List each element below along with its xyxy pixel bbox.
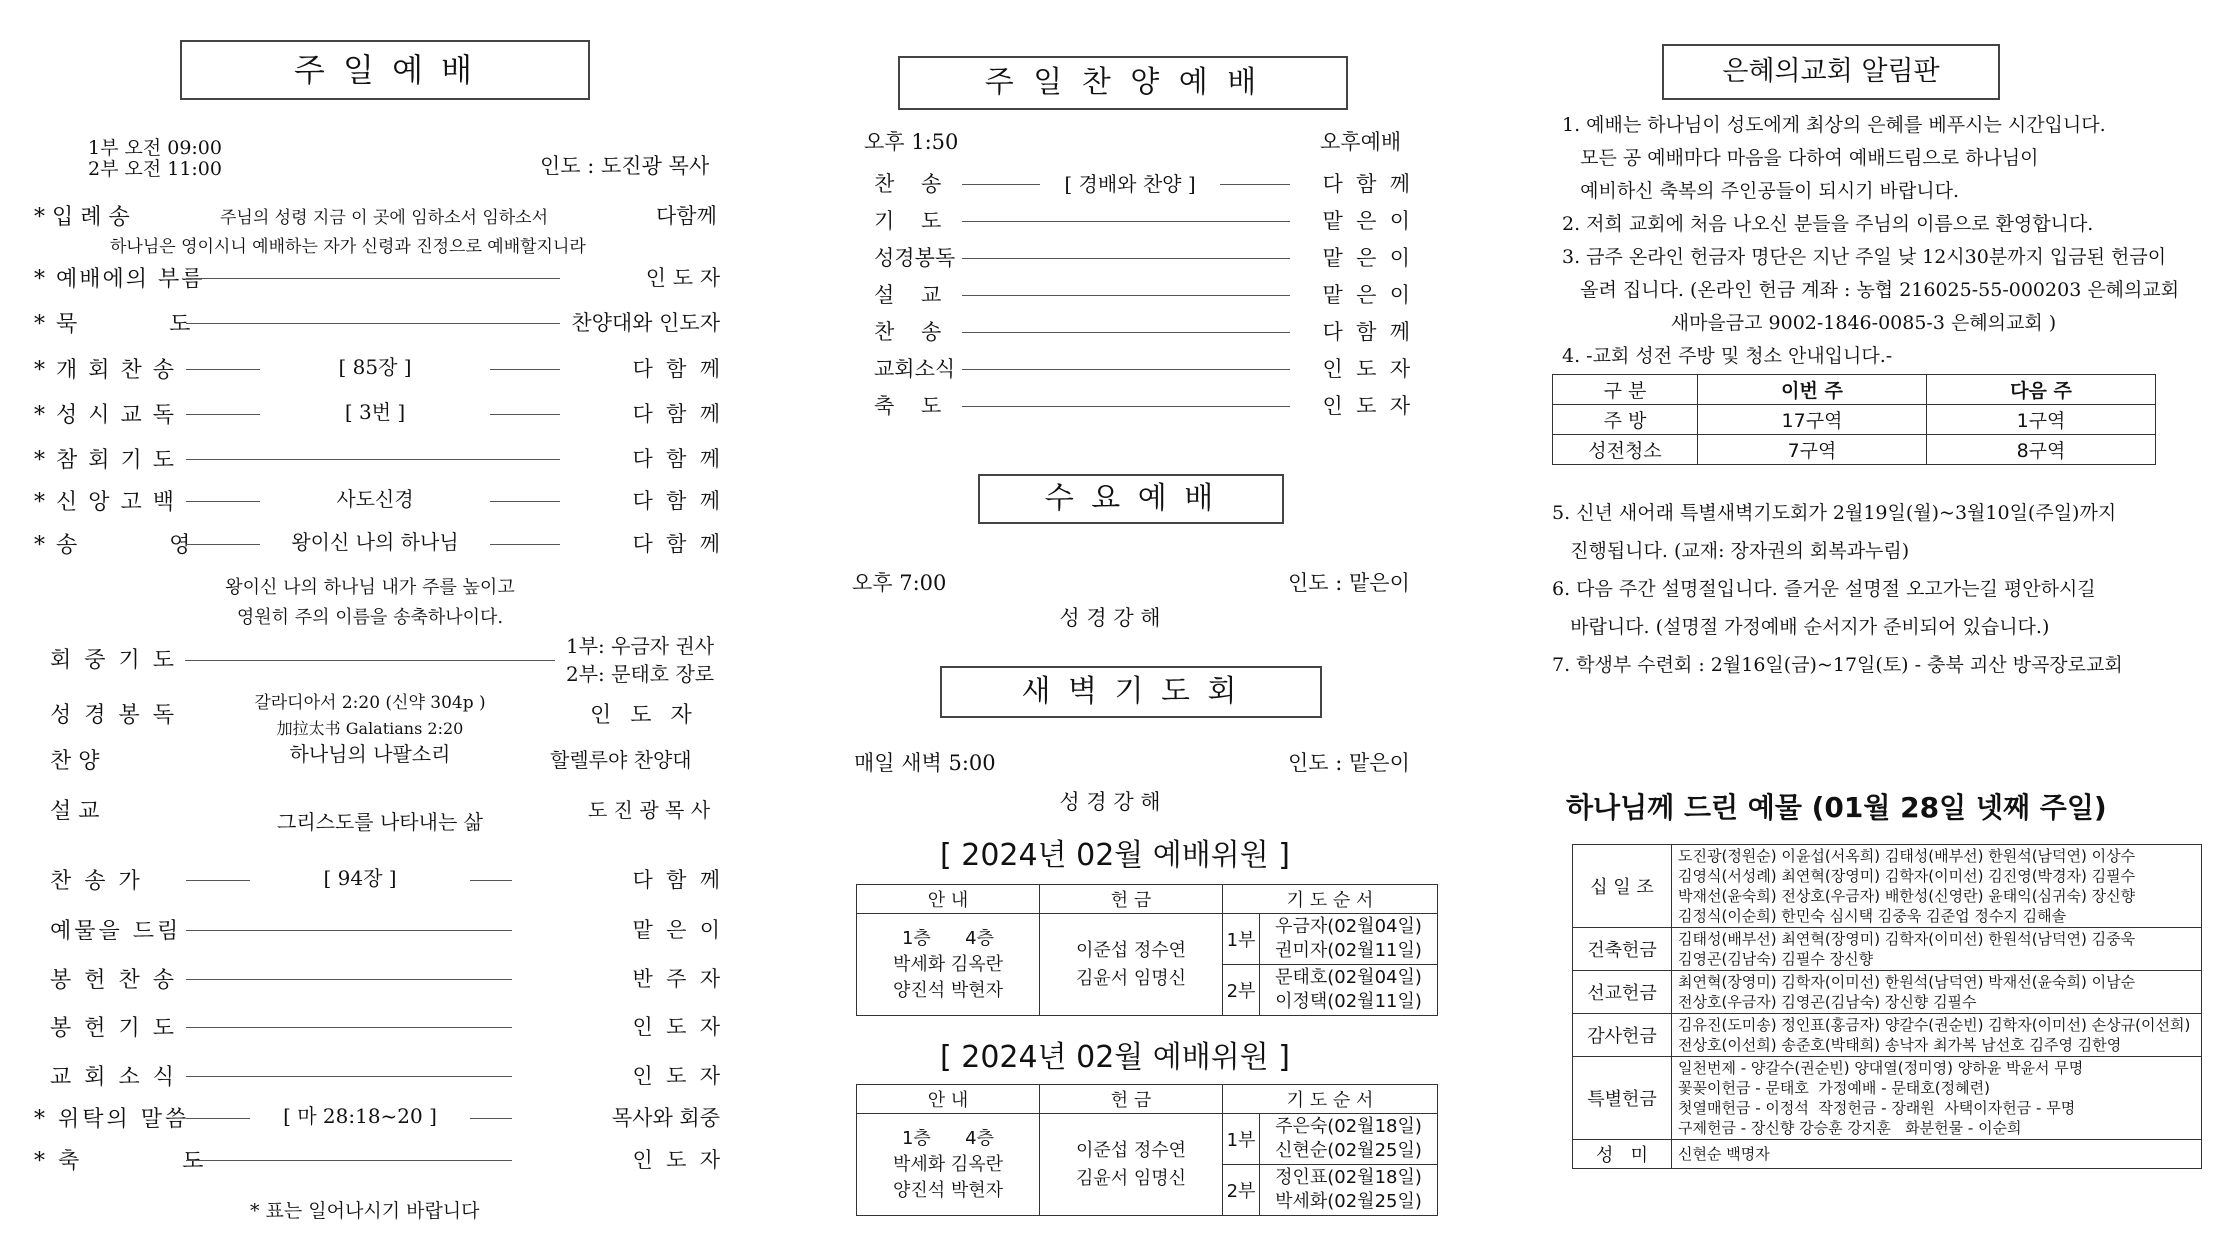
notice-line: 바랍니다. (설명절 가정예배 순서지가 준비되어 있습니다.) xyxy=(1552,616,2050,638)
notice-line: 3. 금주 온라인 헌금자 명단은 지난 주일 낮 12시30분까지 입금된 헌금이 xyxy=(1562,246,2167,268)
cleaning-cell: 17구역 xyxy=(1698,405,1927,435)
hymn-lyrics-2: 영원히 주의 이름을 송축하나이다. xyxy=(236,607,504,628)
praise-label: 축 도 xyxy=(874,394,942,418)
prayer-name: 우금자(02월04일) xyxy=(1275,916,1422,937)
committee-header: 안 내 xyxy=(857,885,1040,914)
offering-category: 특별헌금 xyxy=(1573,1057,1672,1140)
notice-line: 7. 학생부 수련회 : 2월16일(금)~17일(토) - 충북 괴산 방곡장로교회 xyxy=(1552,654,2123,676)
cleaning-cell: 8구역 xyxy=(1927,435,2156,465)
order-responsible: 찬양대와 인도자 xyxy=(560,307,720,337)
cleaning-cell: 성전청소 xyxy=(1553,435,1698,465)
guide-line: 양진석 박현자 xyxy=(892,1179,1004,1201)
notice-line: 올려 집니다. (온라인 헌금 계좌 : 농협 216025-55-000203 은혜의교회 xyxy=(1562,279,2180,301)
committee-guide xyxy=(857,1114,1040,1216)
committee-guide xyxy=(857,914,1040,1016)
praise-responsible: 다 함 께 xyxy=(1290,316,1410,346)
scripture-right: 인 도 자 xyxy=(590,703,698,728)
notice-line: 예비하신 축복의 주인공들이 되시기 바랍니다. xyxy=(1562,180,1960,202)
offering-category: 성 미 xyxy=(1573,1140,1672,1169)
offering-line: 첫열매헌금 - 이정석 작정헌금 - 장래원 사택이자헌금 - 무명 xyxy=(1678,1099,2076,1117)
offering-line: 김윤서 임명신 xyxy=(1075,967,1187,989)
committee-offering xyxy=(1040,914,1223,1016)
order-responsible: 다 함 께 xyxy=(560,398,720,428)
order-responsible: 인 도 자 xyxy=(632,1064,720,1088)
committee-header: 기 도 순 서 xyxy=(1223,885,1438,914)
wednesday-title: 수 요 예 배 xyxy=(978,474,1284,524)
praise-service-title: 주 일 찬 양 예 배 xyxy=(898,56,1348,110)
notice-line: 4. -교회 성전 주방 및 청소 안내입니다.- xyxy=(1562,345,1893,367)
order-detail: 왕이신 나의 하나님 xyxy=(260,526,490,555)
offering-category: 십 일 조 xyxy=(1573,845,1672,928)
sunday-service-title: 주 일 예 배 xyxy=(180,40,590,100)
wednesday-time: 오후 7:00 xyxy=(852,571,947,595)
offering-line: 도진광(정원순) 이윤섭(서옥희) 김태성(배부선) 한원석(남덕연) 이상수 xyxy=(1678,847,2136,865)
order-responsible: 다 함 께 xyxy=(560,443,720,473)
offering-names xyxy=(1672,928,2202,971)
order-detail: 사도신경 xyxy=(260,483,490,512)
praise-label: 찬 송 xyxy=(874,320,942,344)
dawn-leader: 인도 : 맡은이 xyxy=(1288,751,1410,775)
order-responsible: 다 함 께 xyxy=(632,868,720,892)
sermon-right: 도 진 광 목 사 xyxy=(588,798,711,822)
order-leader-line xyxy=(186,278,566,279)
praise-leader-line xyxy=(962,406,1292,407)
prayer-names xyxy=(1260,965,1438,1016)
prayer-names xyxy=(1260,1165,1438,1216)
scripture-ref-1: 갈라디아서 2:20 (신약 304p ) xyxy=(254,693,486,713)
guide-line: 1층 4층 xyxy=(901,1127,994,1149)
praise-label: 설 교 xyxy=(874,283,942,307)
committee-offering xyxy=(1040,1114,1223,1216)
offering-names xyxy=(1672,1140,2202,1169)
order-label: * 참 회 기 도 xyxy=(34,448,176,473)
offering-line: 일천번제 - 양갈수(권순빈) 양대열(정미영) 양하윤 박윤서 무명 xyxy=(1678,1059,2084,1077)
notice-line: 진행됩니다. (교재: 장자권의 회복과누림) xyxy=(1552,540,1910,562)
prayer-name: 신현순(02월25일) xyxy=(1275,1140,1422,1161)
offering-line: 김유진(도미송) 정인표(홍금자) 양갈수(권순빈) 김학자(이미선) 손상규(이선희) xyxy=(1678,1016,2191,1034)
offering-names xyxy=(1672,845,2202,928)
order-label: * 송 영 xyxy=(34,533,193,558)
sermon-title: 그리스도를 나타내는 삶 xyxy=(277,810,483,834)
prayer-part: 2부 xyxy=(1223,1165,1260,1216)
offering-category: 건축헌금 xyxy=(1573,928,1672,971)
order-responsible: 목사와 회중 xyxy=(611,1106,720,1130)
offering-line: 신현순 백명자 xyxy=(1678,1145,1770,1163)
committee-table xyxy=(856,884,1438,1016)
order-leader-line xyxy=(186,459,566,460)
scripture-ref-2: 加拉太书 Galatians 2:20 xyxy=(276,719,464,738)
praise-label: 교회소식 xyxy=(874,357,956,381)
order-label: 봉 헌 기 도 xyxy=(50,1016,177,1041)
praise-detail: [ 경배와 찬양 ] xyxy=(1040,168,1220,197)
prayer-name: 권미자(02월11일) xyxy=(1275,940,1422,961)
offering-category: 감사헌금 xyxy=(1573,1014,1672,1057)
praise-responsible: 인 도 자 xyxy=(1290,390,1410,420)
praise-responsible: 맡 은 이 xyxy=(1290,205,1410,235)
invocation-label: * 입 례 송 xyxy=(34,205,130,230)
cleaning-cell: 7구역 xyxy=(1698,435,1927,465)
order-label: * 개 회 찬 송 xyxy=(34,358,176,383)
offering-names xyxy=(1672,1057,2202,1140)
sermon-label: 설 교 xyxy=(50,799,100,824)
service-leader: 인도 : 도진광 목사 xyxy=(540,154,710,178)
committee-header: 헌 금 xyxy=(1040,1085,1223,1114)
offering-line: 이준섭 정수연 xyxy=(1075,939,1187,961)
choir-label: 찬 양 xyxy=(50,749,100,774)
choir-mid: 하나님의 나팔소리 xyxy=(289,742,451,766)
guide-line: 1층 4층 xyxy=(901,927,994,949)
praise-leader-line xyxy=(962,258,1292,259)
prayer-part: 1부 xyxy=(1223,1114,1260,1165)
offering-line: 전상호(이선희) 송준호(박태희) 송낙자 최가복 남선호 김주영 김한영 xyxy=(1678,1036,2122,1054)
cleaning-header-this-week: 이번 주 xyxy=(1698,375,1927,405)
service-time-2: 2부 오전 11:00 xyxy=(88,158,222,180)
offering-line: 이준섭 정수연 xyxy=(1075,1139,1187,1161)
scripture-label: 성 경 봉 독 xyxy=(50,703,177,728)
offering-line: 최연혁(장영미) 김학자(이미선) 한원석(남덕연) 박재선(윤숙희) 이남순 xyxy=(1678,973,2136,991)
service-time-1: 1부 오전 09:00 xyxy=(88,137,222,159)
guide-line: 박세화 김옥란 xyxy=(892,953,1004,975)
committee-header: 헌 금 xyxy=(1040,885,1223,914)
order-responsible: 인 도 자 xyxy=(560,262,720,292)
cleaning-header-next-week: 다음 주 xyxy=(1927,375,2156,405)
dawn-prayer-title: 새 벽 기 도 회 xyxy=(940,666,1322,718)
footnote: * 표는 일어나시기 바랍니다 xyxy=(250,1200,480,1222)
prayer-leader-line xyxy=(185,660,555,661)
prayer-right-1: 1부: 우금자 권사 xyxy=(566,634,715,658)
guide-line: 양진석 박현자 xyxy=(892,979,1004,1001)
invocation-text2: 하나님은 영이시니 예배하는 자가 신령과 진정으로 예배할지니라 xyxy=(110,237,586,257)
prayer-name: 이정택(02월11일) xyxy=(1275,991,1422,1012)
order-label: 예물을 드림 xyxy=(50,919,182,944)
prayer-part: 1부 xyxy=(1223,914,1260,965)
order-detail: [ 94장 ] xyxy=(250,862,470,891)
order-responsible: 다 함 께 xyxy=(560,528,720,558)
order-label: * 예배에의 부름 xyxy=(34,267,205,292)
notice-line: 2. 저희 교회에 처음 나오신 분들을 주님의 이름으로 환영합니다. xyxy=(1562,213,2094,235)
offering-table xyxy=(1572,844,2202,1169)
offering-line: 김영곤(김남숙) 김필수 장신향 xyxy=(1678,950,1874,968)
offering-line: 김영식(서성례) 최연혁(장영미) 김학자(이미선) 김진영(박경자) 김필수 xyxy=(1678,867,2136,885)
invocation-by: 다함께 xyxy=(656,204,717,228)
offering-line: 김태성(배부선) 최연혁(장영미) 김학자(이미선) 한원석(남덕연) 김중욱 xyxy=(1678,930,2136,948)
prayer-right-2: 2부: 문태호 장로 xyxy=(566,662,715,686)
praise-responsible: 인 도 자 xyxy=(1290,353,1410,383)
prayer-part: 2부 xyxy=(1223,965,1260,1016)
order-detail: [ 3번 ] xyxy=(260,396,490,425)
praise-leader-line xyxy=(962,332,1292,333)
praise-leader-line xyxy=(962,369,1292,370)
order-label: * 성 시 교 독 xyxy=(34,403,176,428)
prayer-name: 주은숙(02월18일) xyxy=(1275,1116,1422,1137)
committee-table xyxy=(856,1084,1438,1216)
order-leader-line xyxy=(186,930,512,931)
offering-line: 김정식(이순희) 한민숙 심시택 김중욱 김준업 정수지 김해솔 xyxy=(1678,907,2067,925)
committee-header: 기 도 순 서 xyxy=(1223,1085,1438,1114)
cleaning-header-category: 구 분 xyxy=(1553,375,1698,405)
order-leader-line xyxy=(186,1076,512,1077)
committee-header: 안 내 xyxy=(857,1085,1040,1114)
praise-responsible: 다 함 께 xyxy=(1290,168,1410,198)
notice-line: 새마을금고 9002-1846-0085-3 은혜의교회 ) xyxy=(1562,312,2057,334)
order-label: * 묵 도 xyxy=(34,312,193,337)
notice-line: 모든 공 예배마다 마음을 다하여 예배드림으로 하나님이 xyxy=(1562,147,2039,169)
praise-label: 찬 송 xyxy=(874,172,942,196)
praise-time: 오후 1:50 xyxy=(864,130,959,154)
offering-names xyxy=(1672,971,2202,1014)
cleaning-table xyxy=(1552,374,2156,465)
praise-label: 기 도 xyxy=(874,209,942,233)
order-detail: [ 85장 ] xyxy=(260,351,490,380)
praise-responsible: 맡 은 이 xyxy=(1290,279,1410,309)
prayer-names xyxy=(1260,1114,1438,1165)
dawn-time: 매일 새벽 5:00 xyxy=(854,751,996,775)
order-responsible: 다 함 께 xyxy=(560,485,720,515)
offering-line: 구제헌금 - 장신향 강승훈 강지훈 화분헌물 - 이순희 xyxy=(1678,1119,2022,1137)
praise-leader-line xyxy=(962,295,1292,296)
praise-responsible: 맡 은 이 xyxy=(1290,242,1410,272)
order-label: 교 회 소 식 xyxy=(50,1065,177,1090)
order-responsible: 인 도 자 xyxy=(632,1015,720,1039)
notice-line: 5. 신년 새어래 특별새벽기도회가 2월19일(월)~3월10일(주일)까지 xyxy=(1552,502,2117,524)
offering-line: 박재선(윤숙희) 전상호(우금자) 배한성(신영란) 윤태익(심귀숙) 장신향 xyxy=(1678,887,2136,905)
order-label: * 축 도 xyxy=(34,1149,207,1174)
order-leader-line xyxy=(186,979,512,980)
order-responsible: 반 주 자 xyxy=(632,967,720,991)
wednesday-content: 성 경 강 해 xyxy=(1059,606,1161,630)
notice-line: 1. 예배는 하나님이 성도에게 최상의 은혜를 베푸시는 시간입니다. xyxy=(1562,114,2106,136)
choir-right: 할렐루야 찬양대 xyxy=(550,748,692,772)
order-leader-line xyxy=(186,323,566,324)
praise-type: 오후예배 xyxy=(1320,130,1402,154)
offering-line: 꽃꽂이헌금 - 문태호 가정예배 - 문태호(정혜련) xyxy=(1678,1079,1990,1097)
prayer-names xyxy=(1260,914,1438,965)
cleaning-cell: 주 방 xyxy=(1553,405,1698,435)
offering-names xyxy=(1672,1014,2202,1057)
order-leader-line xyxy=(186,1160,512,1161)
wednesday-leader: 인도 : 맡은이 xyxy=(1288,571,1410,595)
prayer-name: 문태호(02월04일) xyxy=(1275,967,1422,988)
order-responsible: 인 도 자 xyxy=(632,1148,720,1172)
order-label: 찬 송 가 xyxy=(50,869,143,894)
order-label: * 위탁의 말씀 xyxy=(34,1107,190,1132)
offering-category: 선교헌금 xyxy=(1573,971,1672,1014)
guide-line: 박세화 김옥란 xyxy=(892,1153,1004,1175)
order-label: 봉 헌 찬 송 xyxy=(50,968,177,993)
notice-board-title: 은혜의교회 알림판 xyxy=(1662,44,2000,100)
order-responsible: 다 함 께 xyxy=(560,353,720,383)
order-leader-line xyxy=(186,1027,512,1028)
offering-line: 김윤서 임명신 xyxy=(1075,1167,1187,1189)
order-label: * 신 앙 고 백 xyxy=(34,490,176,515)
invocation-text: 주님의 성령 지금 이 곳에 임하소서 임하소서 xyxy=(220,208,549,228)
dawn-content: 성 경 강 해 xyxy=(1059,790,1161,814)
cleaning-cell: 1구역 xyxy=(1927,405,2156,435)
offering-line: 전상호(우금자) 김영곤(김남숙) 장신향 김필수 xyxy=(1678,993,1977,1011)
order-responsible: 맡 은 이 xyxy=(632,918,720,942)
committee-title-2: [ 2024년 02월 예배위원 ] xyxy=(940,1040,1290,1075)
praise-label: 성경봉독 xyxy=(874,246,956,270)
committee-title-1: [ 2024년 02월 예배위원 ] xyxy=(940,838,1290,873)
praise-leader-line xyxy=(962,221,1292,222)
order-detail: [ 마 28:18~20 ] xyxy=(250,1100,470,1129)
notice-line: 6. 다음 주간 설명절입니다. 즐거운 설명절 오고가는길 평안하시길 xyxy=(1552,578,2096,600)
prayer-label: 회 중 기 도 xyxy=(50,648,177,673)
prayer-name: 정인표(02월18일) xyxy=(1275,1167,1422,1188)
prayer-name: 박세화(02월25일) xyxy=(1275,1191,1422,1212)
hymn-lyrics-1: 왕이신 나의 하나님 내가 주를 높이고 xyxy=(225,577,515,598)
offering-title: 하나님께 드린 예물 (01월 28일 넷째 주일) xyxy=(1566,791,2107,824)
